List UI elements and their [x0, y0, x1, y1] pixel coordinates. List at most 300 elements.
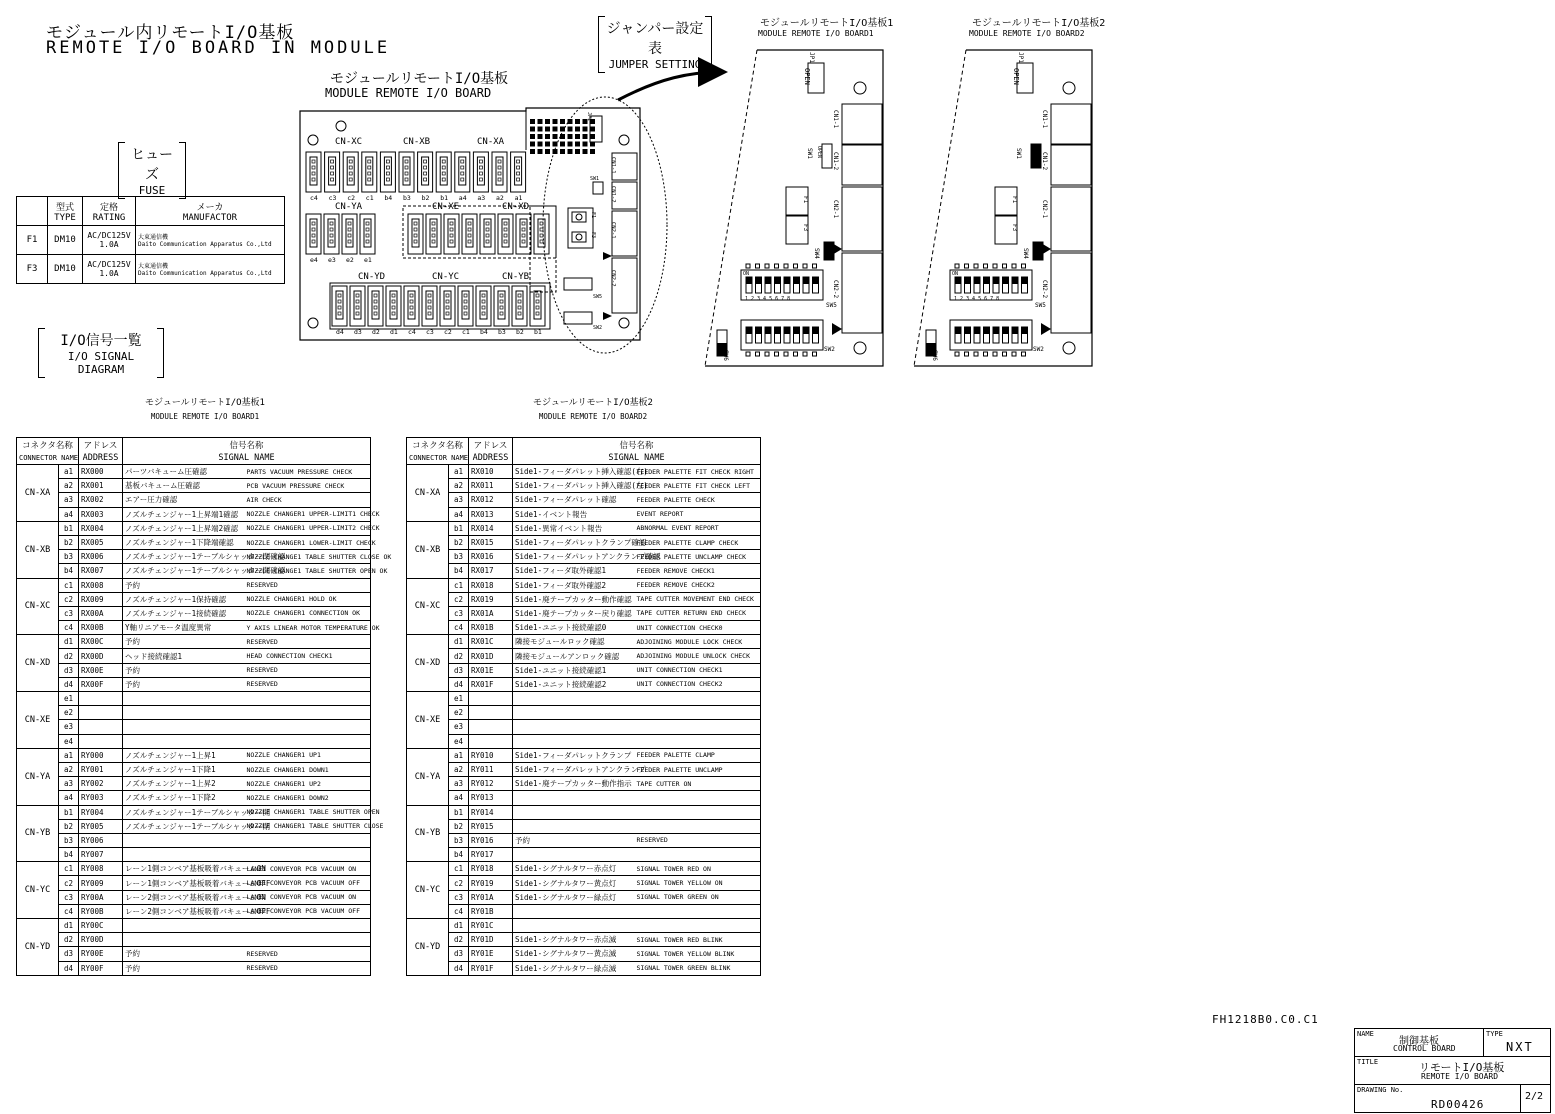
- address: RX017: [469, 564, 513, 578]
- signal-en: HEAD CONNECTION CHECK1: [245, 649, 371, 663]
- sw-label: SW1: [590, 176, 600, 182]
- signal-en: RESERVED: [245, 961, 371, 975]
- signal-en: FEEDER PALETTE FIT CHECK LEFT: [635, 479, 761, 493]
- table-row: [17, 493, 371, 507]
- connector-label: CN-XD: [502, 202, 530, 212]
- jp1-label: JP1: [1017, 52, 1024, 63]
- pin-label: b2: [516, 328, 524, 336]
- signal-table-board1: コネクタ名称 アドレス 信号名称 CONNECTOR NAME ADDRESS SIGNAL NAME CN-XA a1 RX000 パーツバキューム圧確認 PARTS VACUUM PRESSURE CHECK a2 RX001 基板バキューム圧確認 PCB VACUUM PRESSURE CHECK a3 RX002 エアー圧力確認 AIR CHECK a4 RX003 ノズルチェンジャー1上昇端1確認 NOZZLE CHANGER1 UPPER-LIMIT1 CHECK CN-XB b1 RX004 ノズルチェンジャー1上昇端2確認 NOZZLE CHANGER1 UPPER-LIMIT2 CHECK b2 RX005 ノズルチェンジャー1下降端確認 NOZZLE CHANGER1 LOWER-LIMIT CHECK b3 RX006 ノズルチェンジャー1テーブルシャッター閉確認 NOZZLE CHANGE1 TABLE SHUTTER CLOSE OK b4 RX007 ノズルチェンジャー1テーブルシャッター開確認 NOZZLE CHANGE1 TABLE SHUTTER OPEN OK CN-XC c1 RX008 予約 RESERVED c2 RX009 ノズルチェンジャー1保持確認 NOZZLE CHANGER1 HOLD OK c3 RX00A ノズルチェンジャー1接続確認 NOZZLE CHANGER1 CONNECTION OK c4 RX00B Y軸リニアモータ温度異常 Y AXIS LINEAR MOTOR TEMPERATURE OK CN-XD d1 RX00C 予約 RESERVED d2 RX00D ヘッド接続確認1 HEAD CONNECTION CHECK1 d3 RX00E 予約 RESERVED d4 RX00F 予約 RESERVED CN-XE e1 e2 e3 e4 CN-YA a1 RY000 ノズルチェンジャー1上昇1 NOZZLE CHANGER1 UP1 a2 RY001 ノズルチェンジャー1下降1 NOZZLE CHANGER1 DOWN1 a3 RY002 ノズルチェンジャー1上昇2 NOZZLE CHANGER1 UP2 a4 RY003 ノズルチェンジャー1下降2 NOZZLE CHANGER1 DOWN2 CN-YB b1 RY004 ノズルチェンジャー1テーブルシャッター開 NOZZLE CHANGER1 TABLE SHUTTER OPEN b2 RY005 ノズルチェンジャー1テーブルシャッター閉 NOZZLE CHANGER1 TABLE SHUTTER CLOSE b3 RY006 b4 RY007 CN-YC c1 RY008 レーン1側コンベア基板吸着バキュームON LANE1 CONVEYOR PCB VACUUM ON c2 RY009 レーン1側コンベア基板吸着バキュームOFF LANE1 CONVEYOR PCB VACUUM OFF c3 RY00A レーン2側コンベア基板吸着バキュームON LANE2 CONVEYOR PCB VACUUM ON c4 RY00B レーン2側コンベア基板吸着バキュームOFF LANE2 CONVEYOR PCB VACUUM OFF CN-YD d1 RY00C d2 RY00D d3 RY00E 予約 RESERVED d4 RY00F 予約 RESERVED: [16, 437, 371, 976]
- connector-name: CN-YA: [17, 748, 59, 805]
- signal-en: NOZZLE CHANGER1 HOLD OK: [245, 592, 371, 606]
- cn-label: CN2-2: [1041, 280, 1048, 299]
- signal-jp: 隣接モジュールアンロック確認: [513, 649, 635, 663]
- signal-en: UNIT CONNECTION CHECK0: [635, 621, 761, 635]
- table-row: [17, 791, 371, 805]
- address: [79, 720, 123, 734]
- address: RY015: [469, 819, 513, 833]
- signal-en: RESERVED: [245, 677, 371, 691]
- pin: c2: [59, 592, 79, 606]
- pin-label: b3: [403, 194, 411, 202]
- fuse-label: F1: [590, 212, 596, 219]
- address: [79, 706, 123, 720]
- pin: b1: [59, 805, 79, 819]
- signal-jp: Side1-フィーダパレット挿入確認(左): [513, 479, 635, 493]
- signal-jp: Side1-廃テープカッター戻り確認: [513, 606, 635, 620]
- address: RX010: [469, 465, 513, 479]
- address: RY011: [469, 762, 513, 776]
- signal-jp: Side1-シグナルタワー赤点灯: [513, 862, 635, 876]
- sw-label: SW4: [813, 248, 820, 259]
- pin-label: c1: [365, 194, 374, 202]
- table-row: [17, 521, 371, 535]
- signal-jp: Side1-フィーダ取外確認1: [513, 564, 635, 578]
- connector-label: CN-XA: [477, 137, 505, 147]
- pin: e3: [59, 720, 79, 734]
- signal-jp: レーン1側コンベア基板吸着バキュームON: [123, 862, 245, 876]
- connector-name: CN-YD: [407, 919, 449, 976]
- pin: d4: [59, 961, 79, 975]
- address: RX006: [79, 550, 123, 564]
- table-row: [407, 819, 761, 833]
- signal-jp: Side1-ユニット接続確認1: [513, 663, 635, 677]
- pin: a1: [449, 748, 469, 762]
- table-row: [17, 479, 371, 493]
- signal-jp: ノズルチェンジャー1下降端確認: [123, 535, 245, 549]
- signal-en: [245, 833, 371, 847]
- signal-jp: [513, 720, 635, 734]
- pin: a1: [449, 465, 469, 479]
- table-row: [17, 833, 371, 847]
- pin: d1: [59, 919, 79, 933]
- address: RY01A: [469, 890, 513, 904]
- fuse-table: 型式 TYPE 定格 RATING メーカ MANUFACTOR F1 DM10 AC/DC125V 1.0A 大東通信機 Daito Communication Apparatus Co.,Ltd F3 DM10 AC/DC125V 1.0A 大東通信機 Daito Communication Apparatus Co.,Ltd: [16, 196, 285, 284]
- signal-en: ABNORMAL EVENT REPORT: [635, 521, 761, 535]
- signal-jp: Side1-フィーダパレット確認: [513, 493, 635, 507]
- pin: b2: [59, 819, 79, 833]
- pin: a1: [59, 748, 79, 762]
- fuse-row: F1 DM10 AC/DC125V 1.0A 大東通信機 Daito Communication Apparatus Co.,Ltd: [17, 226, 285, 255]
- pin: b4: [449, 564, 469, 578]
- connector-name: CN-XE: [17, 692, 59, 749]
- signal-en: PCB VACUUM PRESSURE CHECK: [245, 479, 371, 493]
- connector-name: CN-XC: [407, 578, 449, 635]
- connector-label: CN-YA: [335, 202, 363, 212]
- address: RY01D: [469, 933, 513, 947]
- pin: b4: [449, 848, 469, 862]
- pin: a4: [449, 791, 469, 805]
- table-row: [17, 507, 371, 521]
- connector-name: CN-XB: [17, 521, 59, 578]
- signal-en: TAPE CUTTER ON: [635, 777, 761, 791]
- fuse-label: F3: [802, 224, 809, 232]
- connector-label: CN-YB: [502, 272, 530, 282]
- signal-en: ADJOINING MODULE LOCK CHECK: [635, 635, 761, 649]
- pin: c4: [449, 621, 469, 635]
- pin: d1: [59, 635, 79, 649]
- sw1-open-label: OPEN: [816, 146, 822, 159]
- table-row: [407, 521, 761, 535]
- fuse-row: F3 DM10 AC/DC125V 1.0A 大東通信機 Daito Communication Apparatus Co.,Ltd: [17, 255, 285, 284]
- pin: b3: [59, 550, 79, 564]
- pin: e2: [59, 706, 79, 720]
- signal-en: NOZZLE CHANGER1 UP1: [245, 748, 371, 762]
- signal-en: FEEDER PALETTE CHECK: [635, 493, 761, 507]
- signal-jp: レーン1側コンベア基板吸着バキュームOFF: [123, 876, 245, 890]
- connector-name: CN-YD: [17, 919, 59, 976]
- address: RX003: [79, 507, 123, 521]
- address: RX00D: [79, 649, 123, 663]
- table-row: [407, 635, 761, 649]
- signal-en: [635, 904, 761, 918]
- table-row: [17, 919, 371, 933]
- address: RX016: [469, 550, 513, 564]
- signal-en: FEEDER PALETTE FIT CHECK RIGHT: [635, 465, 761, 479]
- address: RX007: [79, 564, 123, 578]
- table-row: [407, 862, 761, 876]
- connector-name: CN-YB: [407, 805, 449, 862]
- signal-jp: Y軸リニアモータ温度異常: [123, 621, 245, 635]
- table-row: [17, 947, 371, 961]
- table-row: [17, 961, 371, 975]
- signal-en: [635, 734, 761, 748]
- address: [469, 734, 513, 748]
- pin: a4: [449, 507, 469, 521]
- pin-label: c2: [444, 328, 452, 336]
- jp1-label: JP1: [586, 112, 592, 122]
- pin: e2: [449, 706, 469, 720]
- fuse-label: ヒューズ FUSE: [118, 142, 186, 199]
- pin: d4: [449, 677, 469, 691]
- address: [469, 692, 513, 706]
- table-row: [407, 947, 761, 961]
- signal-jp: [123, 833, 245, 847]
- jp1-label: JP1: [808, 52, 815, 63]
- pin: b4: [59, 848, 79, 862]
- table-row: [17, 890, 371, 904]
- connector-label: CN-YD: [358, 272, 386, 282]
- table-row: [407, 592, 761, 606]
- table-row: [17, 564, 371, 578]
- address: RY00C: [79, 919, 123, 933]
- signal-jp: Side1-シグナルタワー黄点滅: [513, 947, 635, 961]
- signal-en: [635, 919, 761, 933]
- signal-jp: [123, 919, 245, 933]
- pin: b2: [59, 535, 79, 549]
- table-row: [407, 493, 761, 507]
- pin: b3: [449, 833, 469, 847]
- address: RY001: [79, 762, 123, 776]
- address: RY010: [469, 748, 513, 762]
- sw-label: SW1: [806, 148, 813, 159]
- table-row: [17, 762, 371, 776]
- pin-label: b1: [534, 328, 542, 336]
- address: RY017: [469, 848, 513, 862]
- table1-caption: モジュールリモートI/O基板1 MODULE REMOTE I/O BOARD1: [145, 398, 265, 421]
- address: RY00F: [79, 961, 123, 975]
- pin-label: c2: [347, 194, 356, 202]
- pin: c3: [59, 890, 79, 904]
- sw-label: SW5: [593, 294, 603, 300]
- signal-en: LANE2 CONVEYOR PCB VACUUM OFF: [245, 904, 371, 918]
- table-row: [407, 606, 761, 620]
- sw-label: SW1: [1015, 148, 1022, 159]
- pin: a1: [59, 465, 79, 479]
- jumper-open-label: OPEN: [803, 68, 811, 85]
- pin: d3: [59, 663, 79, 677]
- signal-jp: Side1-フィーダパレットアンクランプ: [513, 762, 635, 776]
- jumper-arrow: [618, 72, 722, 100]
- sw-label: SW4: [1022, 248, 1029, 259]
- pin-label: b4: [384, 194, 393, 202]
- signal-jp: Side1-イベント報告: [513, 507, 635, 521]
- pin: c4: [59, 904, 79, 918]
- signal-jp: ノズルチェンジャー1下降1: [123, 762, 245, 776]
- signal-jp: ノズルチェンジャー1保持確認: [123, 592, 245, 606]
- pin: a2: [449, 479, 469, 493]
- board-drawing: [0, 0, 1555, 380]
- signal-en: NOZZLE CHANGER1 UPPER-LIMIT2 CHECK: [245, 521, 371, 535]
- connector-name: CN-XD: [407, 635, 449, 692]
- pin-label: d1: [390, 328, 398, 336]
- signal-jp: [513, 919, 635, 933]
- table-row: [407, 904, 761, 918]
- pin: a3: [449, 493, 469, 507]
- signal-jp: [513, 848, 635, 862]
- table-row: [17, 720, 371, 734]
- pin-label: b2: [421, 194, 430, 202]
- pin: d1: [449, 919, 469, 933]
- signal-en: LANE2 CONVEYOR PCB VACUUM ON: [245, 890, 371, 904]
- signal-en: [635, 848, 761, 862]
- address: RX01A: [469, 606, 513, 620]
- address: RY002: [79, 777, 123, 791]
- pin-label: e1: [364, 256, 372, 264]
- address: RY007: [79, 848, 123, 862]
- signal-en: [635, 720, 761, 734]
- signal-jp: 予約: [513, 833, 635, 847]
- table-row: [17, 777, 371, 791]
- signal-en: NOZZLE CHANGE1 TABLE SHUTTER CLOSE OK: [245, 550, 371, 564]
- table-row: [17, 663, 371, 677]
- signal-en: AIR CHECK: [245, 493, 371, 507]
- signal-en: SIGNAL TOWER YELLOW ON: [635, 876, 761, 890]
- connector-name: CN-YC: [407, 862, 449, 919]
- pin-label: c4: [408, 328, 416, 336]
- pin: c1: [59, 862, 79, 876]
- pin: a2: [59, 479, 79, 493]
- signal-en: [245, 933, 371, 947]
- cn-label: CN1-2: [832, 152, 839, 171]
- signal-jp: [513, 791, 635, 805]
- signal-jp: 予約: [123, 578, 245, 592]
- pin: b1: [449, 805, 469, 819]
- address: RY01E: [469, 947, 513, 961]
- fuse-label: F3: [590, 232, 596, 239]
- table-row: [17, 933, 371, 947]
- signal-en: RESERVED: [245, 578, 371, 592]
- cn-label: CN2-1: [832, 200, 839, 219]
- signal-en: Y AXIS LINEAR MOTOR TEMPERATURE OK: [245, 621, 371, 635]
- address: RY004: [79, 805, 123, 819]
- pin: d3: [449, 947, 469, 961]
- address: RX00A: [79, 606, 123, 620]
- pin-label: d3: [354, 328, 362, 336]
- signal-jp: ノズルチェンジャー1接続確認: [123, 606, 245, 620]
- table-row: [407, 833, 761, 847]
- pin: b2: [449, 819, 469, 833]
- address: RX00C: [79, 635, 123, 649]
- address: RX01D: [469, 649, 513, 663]
- address: [79, 734, 123, 748]
- pin: d2: [449, 649, 469, 663]
- pin: b4: [59, 564, 79, 578]
- connector-label: CN-XC: [335, 137, 363, 147]
- signal-en: RESERVED: [635, 833, 761, 847]
- dip-number-label: 1 2 3 4 5 6 7 8: [954, 296, 1000, 302]
- signal-jp: Side1-フィーダパレット挿入確認(右): [513, 465, 635, 479]
- pin: d2: [59, 649, 79, 663]
- signal-en: SIGNAL TOWER RED ON: [635, 862, 761, 876]
- address: RY012: [469, 777, 513, 791]
- signal-jp: ノズルチェンジャー1テーブルシャッター開: [123, 805, 245, 819]
- on-label: ON: [743, 271, 750, 277]
- jumper-board2-title-en: MODULE REMOTE I/O BOARD2: [969, 29, 1085, 38]
- signal-jp: 予約: [123, 961, 245, 975]
- connector-name: CN-XD: [17, 635, 59, 692]
- signal-en: NOZZLE CHANGER1 LOWER-LIMIT CHECK: [245, 535, 371, 549]
- address: RY018: [469, 862, 513, 876]
- table-row: [17, 606, 371, 620]
- signal-en: [245, 692, 371, 706]
- table-row: [407, 649, 761, 663]
- signal-jp: [513, 805, 635, 819]
- pin-label: c1: [462, 328, 470, 336]
- dip-number-label: 1 2 3 4 5 6 7 8: [745, 296, 791, 302]
- pin: a3: [59, 493, 79, 507]
- signal-en: RESERVED: [245, 635, 371, 649]
- signal-jp: パーツバキューム圧確認: [123, 465, 245, 479]
- table-row: [407, 919, 761, 933]
- signal-en: UNIT CONNECTION CHECK2: [635, 677, 761, 691]
- cn-label: CN1-2: [610, 186, 616, 203]
- table-row: [407, 961, 761, 975]
- pin-label: b1: [440, 194, 449, 202]
- pin-label: d4: [336, 328, 344, 336]
- pin: a4: [59, 507, 79, 521]
- pin-label: b3: [498, 328, 506, 336]
- sw-label: SW5: [826, 302, 837, 309]
- table-row: [17, 876, 371, 890]
- address: RX014: [469, 521, 513, 535]
- pin: c1: [59, 578, 79, 592]
- pin: c1: [449, 862, 469, 876]
- table-row: [17, 848, 371, 862]
- signal-en: RESERVED: [245, 947, 371, 961]
- pin-label: e4: [310, 256, 318, 264]
- signal-jp: 予約: [123, 947, 245, 961]
- address: RY01B: [469, 904, 513, 918]
- pin: c2: [449, 592, 469, 606]
- signal-en: FEEDER PALETTE CLAMP: [635, 748, 761, 762]
- address: [79, 692, 123, 706]
- pin: d3: [59, 947, 79, 961]
- address: RY009: [79, 876, 123, 890]
- pin: c3: [59, 606, 79, 620]
- signal-en: FEEDER REMOVE CHECK1: [635, 564, 761, 578]
- address: RX005: [79, 535, 123, 549]
- pin: e1: [449, 692, 469, 706]
- pin-label: a1: [514, 194, 523, 202]
- pin: e4: [59, 734, 79, 748]
- connector-name: CN-YC: [17, 862, 59, 919]
- address: RX00E: [79, 663, 123, 677]
- pin: a3: [59, 777, 79, 791]
- signal-en: EVENT REPORT: [635, 507, 761, 521]
- address: RY013: [469, 791, 513, 805]
- pin: b1: [59, 521, 79, 535]
- pin: a4: [59, 791, 79, 805]
- sw-label: SW2: [593, 325, 603, 331]
- cn-label: CN2-2: [610, 270, 616, 287]
- address: [469, 706, 513, 720]
- signal-en: TAPE CUTTER RETURN END CHECK: [635, 606, 761, 620]
- table2-caption: モジュールリモートI/O基板2 MODULE REMOTE I/O BOARD2: [533, 398, 653, 421]
- cn-label: CN2-1: [610, 222, 616, 239]
- table-row: [17, 734, 371, 748]
- table-row: [17, 649, 371, 663]
- signal-jp: 予約: [123, 663, 245, 677]
- pin: c4: [59, 621, 79, 635]
- signal-en: LANE1 CONVEYOR PCB VACUUM ON: [245, 862, 371, 876]
- address: RY000: [79, 748, 123, 762]
- signal-jp: [513, 734, 635, 748]
- title-block: NAME 制御基板 CONTROL BOARD TYPE NXT TITLE リモートI/O基板 REMOTE I/O BOARD DRAWING No. RD00426 2/2: [1354, 1028, 1551, 1113]
- signal-jp: Side1-シグナルタワー赤点滅: [513, 933, 635, 947]
- table-row: [17, 677, 371, 691]
- cn-label: CN1-1: [832, 110, 839, 129]
- signal-table-board2: コネクタ名称 アドレス 信号名称 CONNECTOR NAME ADDRESS SIGNAL NAME CN-XA a1 RX010 Side1-フィーダパレット挿入確認(右) FEEDER PALETTE FIT CHECK RIGHT a2 RX011 Side1-フィーダパレット挿入確認(左) FEEDER PALETTE FIT CHECK LEFT a3 RX012 Side1-フィーダパレット確認 FEEDER PALETTE CHECK a4 RX013 Side1-イベント報告 EVENT REPORT CN-XB b1 RX014 Side1-異常イベント報告 ABNORMAL EVENT REPORT b2 RX015 Side1-フィーダパレットクランプ確認 FEEDER PALETTE CLAMP CHECK b3 RX016 Side1-フィーダパレットアンクランプ確認 FEEDER PALETTE UNCLAMP CHECK b4 RX017 Side1-フィーダ取外確認1 FEEDER REMOVE CHECK1 CN-XC c1 RX018 Side1-フィーダ取外確認2 FEEDER REMOVE CHECK2 c2 RX019 Side1-廃テープカッター動作確認 TAPE CUTTER MOVEMENT END CHECK c3 RX01A Side1-廃テープカッター戻り確認 TAPE CUTTER RETURN END CHECK c4 RX01B Side1-ユニット接続確認0 UNIT CONNECTION CHECK0 CN-XD d1 RX01C 隣接モジュールロック確認 ADJOINING MODULE LOCK CHECK d2 RX01D 隣接モジュールアンロック確認 ADJOINING MODULE UNLOCK CHECK d3 RX01E Side1-ユニット接続確認1 UNIT CONNECTION CHECK1 d4 RX01F Side1-ユニット接続確認2 UNIT CONNECTION CHECK2 CN-XE e1 e2 e3 e4 CN-YA a1 RY010 Side1-フィーダパレットクランプ FEEDER PALETTE CLAMP a2 RY011 Side1-フィーダパレットアンクランプ FEEDER PALETTE UNCLAMP a3 RY012 Side1-廃テープカッター動作指示 TAPE CUTTER ON a4 RY013 CN-YB b1 RY014 b2 RY015 b3 RY016 予約 RESERVED b4 RY017 CN-YC c1 RY018 Side1-シグナルタワー赤点灯 SIGNAL TOWER RED ON c2 RY019 Side1-シグナルタワー黄点灯 SIGNAL TOWER YELLOW ON c3 RY01A Side1-シグナルタワー緑点灯 SIGNAL TOWER GREEN ON c4 RY01B CN-YD d1 RY01C d2 RY01D Side1-シグナルタワー赤点滅 SIGNAL TOWER RED BLINK d3 RY01E Side1-シグナルタワー黄点滅 SIGNAL TOWER YELLOW BLINK d4 RY01F Side1-シグナルタワー緑点滅 SIGNAL TOWER GREEN BLINK: [406, 437, 761, 976]
- board-title-jp: モジュールリモートI/O基板: [330, 71, 509, 87]
- signal-jp: [513, 692, 635, 706]
- signal-jp: [123, 848, 245, 862]
- address: RX000: [79, 465, 123, 479]
- jumper-setting-label: ジャンパー設定表 JUMPER SETTING: [598, 16, 712, 73]
- page-title-en: REMOTE I/O BOARD IN MODULE: [46, 38, 391, 58]
- address: RX019: [469, 592, 513, 606]
- signal-en: ADJOINING MODULE UNLOCK CHECK: [635, 649, 761, 663]
- address: RX013: [469, 507, 513, 521]
- signal-en: NOZZLE CHANGER1 UP2: [245, 777, 371, 791]
- signal-jp: Side1-廃テープカッター動作確認: [513, 592, 635, 606]
- signal-en: SIGNAL TOWER GREEN BLINK: [635, 961, 761, 975]
- page-title-jp: モジュール内リモートI/O基板: [46, 23, 295, 43]
- pin: d3: [449, 663, 469, 677]
- signal-jp: Side1-ユニット接続確認2: [513, 677, 635, 691]
- cn-label: CN1-1: [610, 157, 616, 174]
- address: RY005: [79, 819, 123, 833]
- pin: e4: [449, 734, 469, 748]
- signal-en: NOZZLE CHANGER1 CONNECTION OK: [245, 606, 371, 620]
- sw-label: SW2: [824, 346, 835, 353]
- address: RY00E: [79, 947, 123, 961]
- signal-en: FEEDER REMOVE CHECK2: [635, 578, 761, 592]
- pin-label: d2: [372, 328, 380, 336]
- address: RY00A: [79, 890, 123, 904]
- signal-en: NOZZLE CHANGER1 UPPER-LIMIT1 CHECK: [245, 507, 371, 521]
- pin-label: e2: [346, 256, 354, 264]
- address: RX01E: [469, 663, 513, 677]
- signal-jp: ノズルチェンジャー1上昇端2確認: [123, 521, 245, 535]
